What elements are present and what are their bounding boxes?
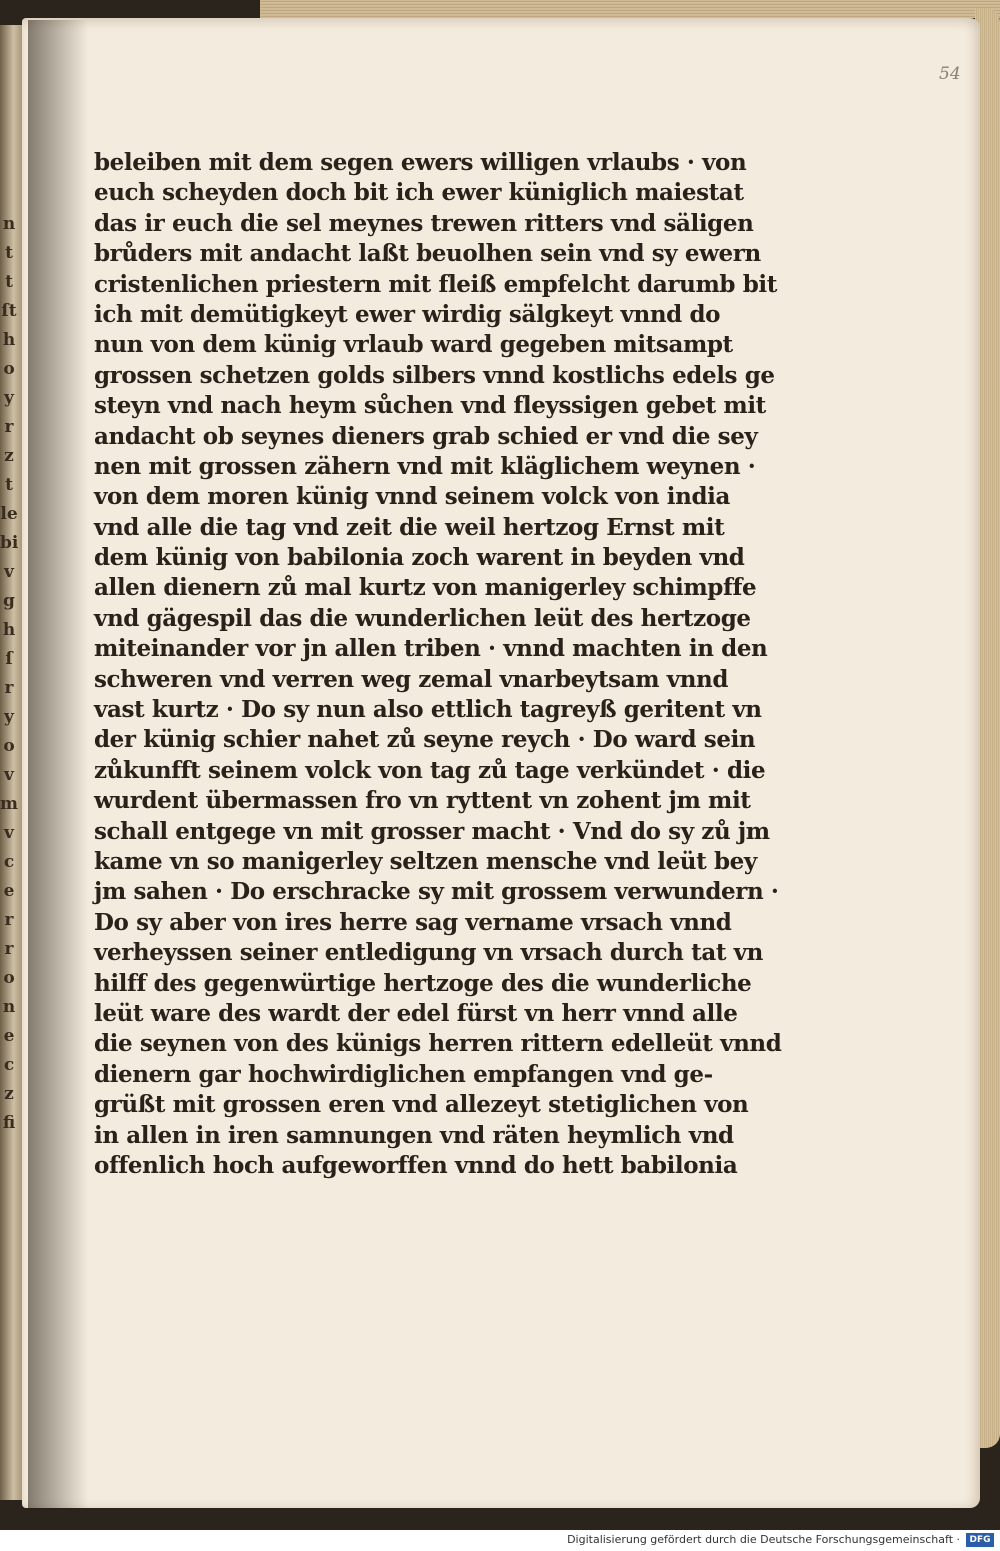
- text-line: brůders mit andacht laßt beuolhen sein vnd sy ewern: [94, 240, 761, 268]
- text-line: jm sahen · Do erschracke sy mit grossem verwundern ·: [94, 878, 779, 906]
- margin-letter: v: [4, 765, 14, 785]
- text-line: allen dienern zů mal kurtz von manigerley schimpffe: [94, 574, 757, 602]
- gutter-shadow: [28, 20, 88, 1510]
- text-line: schall entgege vn mit grosser macht · Vnd do sy zů jm: [94, 817, 770, 845]
- text-line: beleiben mit dem segen ewers willigen vrlaubs · von: [94, 149, 747, 176]
- margin-letter: v: [4, 562, 14, 582]
- text-line: vnd alle die tag vnd zeit die weil hertzog Ernst mit: [94, 513, 725, 541]
- margin-letter: o: [3, 968, 15, 988]
- text-line: wurdent übermassen fro vn ryttent vn zohent jm mit: [94, 787, 751, 815]
- text-line: steyn vnd nach heym sůchen vnd fleyssigen gebet mit: [94, 392, 766, 420]
- dfg-logo-icon: DFG: [966, 1533, 994, 1547]
- margin-letter: c: [3, 1055, 15, 1075]
- text-line: vnd gägespil das die wunderlichen leüt des hertzoge: [94, 604, 751, 632]
- margin-letter: e: [3, 881, 15, 901]
- margin-letter: o: [3, 359, 15, 379]
- text-line: andacht ob seynes dieners grab schied er vnd die sey: [94, 422, 758, 450]
- text-line: vast kurtz · Do sy nun also ettlich tagreyß geritent vn: [94, 696, 762, 724]
- margin-letter: v: [4, 823, 14, 843]
- margin-letter: fi: [2, 1113, 16, 1133]
- margin-letter: z: [4, 446, 14, 466]
- text-line: zůkunfft seinem volck von tag zů tage verkündet · die: [94, 756, 766, 784]
- margin-letter: z: [4, 1084, 14, 1104]
- text-line: grossen schetzen golds silbers vnnd kostlichs edels ge: [94, 361, 775, 389]
- margin-letter: ſ: [5, 649, 13, 669]
- funding-credit: Digitalisierung gefördert durch die Deutsche Forschungsgemeinschaft ·: [567, 1533, 960, 1546]
- margin-letter: r: [4, 417, 14, 437]
- text-line: der künig schier nahet zů seyne reych · Do ward sein: [94, 726, 756, 754]
- margin-letter: r: [4, 939, 14, 959]
- margin-letter: t: [5, 243, 13, 263]
- text-line: dienern gar hochwirdiglichen empfangen vnd ge-: [94, 1060, 713, 1088]
- text-line: miteinander vor jn allen triben · vnnd machten in den: [94, 635, 768, 663]
- margin-letter: n: [2, 997, 16, 1017]
- text-line: die seynen von des künigs herren rittern edelleüt vnnd: [94, 1030, 782, 1058]
- text-line: nun von dem künig vrlaub ward gegeben mitsampt: [94, 331, 733, 359]
- text-line: Do sy aber von ires herre sag vername vrsach vnnd: [94, 908, 732, 936]
- margin-letter: r: [4, 678, 14, 698]
- folio-number: 54: [939, 64, 961, 84]
- margin-letter: c: [3, 852, 15, 872]
- margin-letter: t: [5, 475, 13, 495]
- margin-letter: h: [2, 620, 16, 640]
- margin-letter: h: [2, 330, 16, 350]
- text-line: offenlich hoch aufgeworffen vnnd do hett babilonia: [94, 1151, 738, 1179]
- margin-letter: m: [0, 794, 18, 814]
- margin-letter: ſt: [1, 301, 17, 321]
- margin-letter: bi: [0, 533, 19, 553]
- text-line: kame vn so manigerley seltzen mensche vnd leüt bey: [94, 847, 757, 875]
- margin-letter: y: [4, 388, 14, 408]
- blackletter-text-block: [94, 148, 782, 1181]
- text-line: dem künig von babilonia zoch warent in beyden vnd: [94, 544, 745, 572]
- margin-letter: g: [3, 591, 15, 611]
- margin-letter: n: [2, 214, 16, 234]
- margin-letter: t: [5, 272, 13, 292]
- margin-letter: e: [3, 1026, 15, 1046]
- credit-footer: [0, 1530, 1000, 1551]
- margin-letter: y: [4, 707, 14, 727]
- text-line: cristenlichen priestern mit fleiß empfelcht darumb bit: [94, 270, 777, 298]
- top-page-edges: [260, 0, 1000, 18]
- text-line: verheyssen seiner entledigung vn vrsach durch tat vn: [94, 939, 763, 967]
- text-line: das ir euch die sel meynes trewen ritters vnd säligen: [94, 209, 754, 237]
- facing-page-margin-text: [0, 210, 18, 1138]
- text-line: leüt ware des wardt der edel fürst vn herr vnnd alle: [94, 999, 738, 1027]
- text-line: hilff des gegenwürtige hertzoge des die wunderliche: [94, 969, 752, 997]
- margin-letter: le: [0, 504, 18, 524]
- text-line: euch scheyden doch bit ich ewer küniglich maiestat: [94, 179, 744, 207]
- text-line: von dem moren künig vnnd seinem volck von india: [94, 483, 730, 511]
- text-line: grüßt mit grossen eren vnd allezeyt stetiglichen von: [94, 1091, 749, 1119]
- text-line: in allen in iren samnungen vnd räten heymlich vnd: [94, 1121, 734, 1149]
- text-line: schweren vnd verren weg zemal vnarbeytsam vnnd: [94, 665, 729, 693]
- margin-letter: o: [3, 736, 15, 756]
- margin-letter: r: [4, 910, 14, 930]
- text-line: ich mit demütigkeyt ewer wirdig sälgkeyt vnnd do: [94, 300, 721, 328]
- text-line: nen mit grossen zähern vnd mit kläglichem weynen ·: [94, 452, 756, 480]
